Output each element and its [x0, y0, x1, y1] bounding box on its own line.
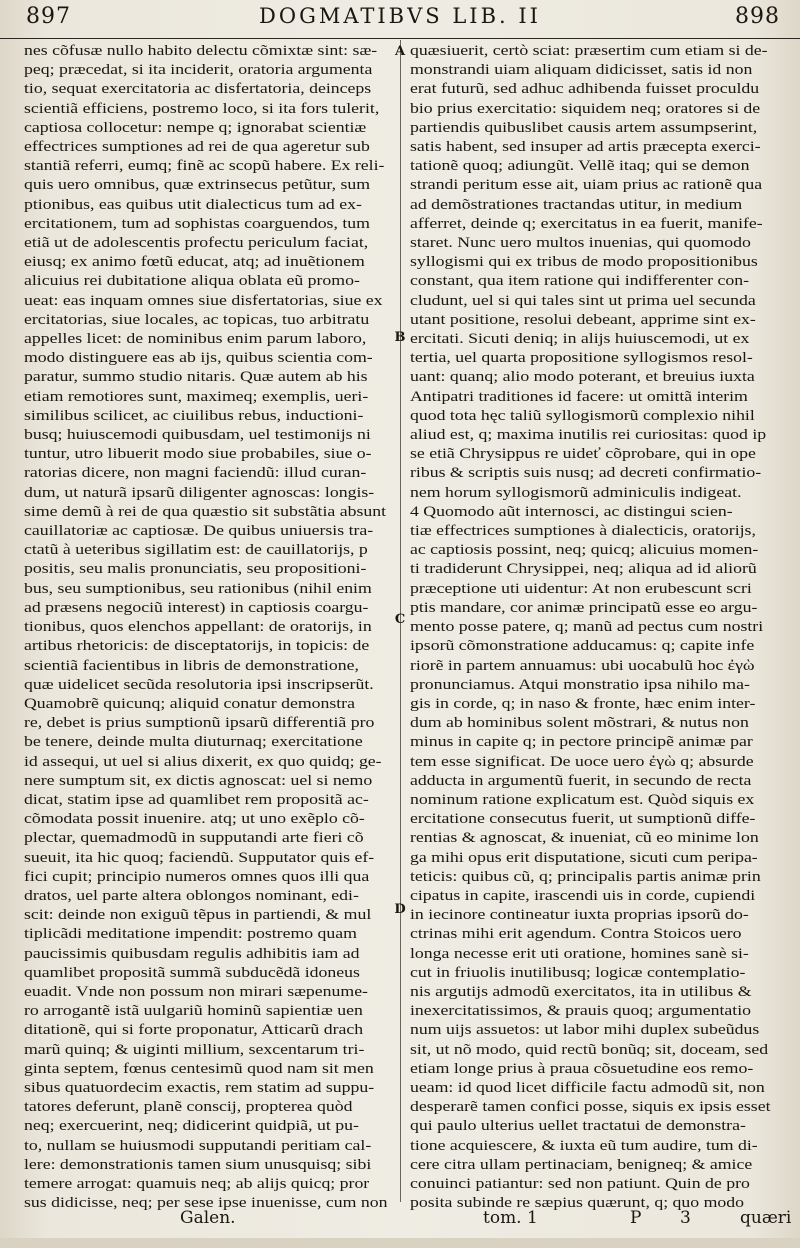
- right-column-line: tationẽ quoq; adiungũt. Vellẽ itaq; qui se demon: [410, 158, 750, 175]
- right-column-line: erat futurũ, sed adhuc adhibenda fuisset proculdu: [410, 81, 760, 98]
- left-column-line: dum, ut naturã ipsarũ diligenter agnoscas: longis-: [24, 484, 375, 501]
- right-column-line: ercitati. Sicuti deniq; in alijs huiuscemodi, ut ex: [410, 331, 750, 348]
- left-column-line: nes cõfusæ nullo habito delectu cõmixtæ sint: sæ-: [24, 43, 378, 59]
- right-column-line: etiam longe prius à praua cõsuetudine eos remo-: [410, 1060, 754, 1077]
- right-column-line: mento posse patere, q; manũ ad pectus cum nostri: [410, 619, 764, 636]
- right-column-line: ti tradiderunt Chrysippei, neq; aliqua ad id aliorũ: [410, 561, 757, 578]
- left-column-line: dicat, statim ipse ad quamlibet rem propositã ac-: [24, 791, 369, 808]
- left-column-line: artibus rhetoricis: de disceptatorijs, in topicis: de: [24, 638, 370, 655]
- right-column-line: ueam: id quod licet difficile factu admodũ sit, non: [410, 1079, 765, 1096]
- right-column-line: tem esse significat. De uoce uero ἐγὼ q; absurde: [410, 753, 754, 770]
- right-column-line: ac captiosis possint, neq; quicq; alicuius momen-: [410, 542, 759, 559]
- right-column-line: tertia, uel quarta propositione syllogismos resol-: [410, 350, 753, 367]
- right-column-line: ptis mandare, cor animæ principatũ esse eo argu-: [410, 599, 758, 616]
- left-column-line: similibus scilicet, ac ciuilibus rebus, inductioni-: [24, 407, 364, 424]
- right-column-line: dum ab hominibus solent mõstrari, & nutus non: [410, 715, 749, 732]
- right-column-line: quod tota hęc taliũ syllogismorũ complexio nihil: [410, 407, 755, 424]
- running-title: DOGMATIBVS LIB. II: [259, 4, 541, 28]
- right-column-line: aliud est, q; maxima inutilis rei curiositas: quod ip: [410, 427, 767, 444]
- right-column-line: præceptione uti uidentur: At non erubescunt scri: [410, 580, 752, 597]
- left-column-line: tionibus, quos elenchos appellant: de oratorijs, in: [24, 619, 372, 636]
- left-column-line: be tenere, deinde multa diuturnaq; exercitatione: [24, 734, 363, 751]
- right-column-line: ctrinas mihi erit agendum. Contra Stoicos uero: [410, 926, 742, 943]
- left-column-line: effectrices sumptiones ad rei de qua ageretur sub: [24, 139, 370, 156]
- left-column-line: nere sumptum sit, ex dictis agnoscat: uel si nemo: [24, 772, 373, 789]
- left-column-line: tio, sequat exercitatoria ac disfertatoria, deinceps: [24, 81, 372, 98]
- left-column-line: ditationẽ, qui si forte proponatur, Atticarũ drach: [24, 1022, 364, 1039]
- left-column-line: scientiã efficiens, postremo loco, si ita fors tulerit,: [24, 100, 380, 117]
- left-column-line: ueat: eas inquam omnes siue disfertatorias, siue ex: [24, 292, 383, 309]
- left-column-line: ctatũ à ueteribus sigillatim est: de cauillatorijs, p: [24, 542, 368, 559]
- left-column-line: cõmodata possit inuenire. atq; ut uno exẽplo cõ-: [24, 811, 365, 828]
- left-column-line: etiam remotiores sunt, maximeq; exemplis, ueri-: [24, 388, 369, 405]
- left-column-line: stantiã referri, eumq; finẽ ac scopũ habere. Ex reli-: [24, 158, 385, 175]
- left-column-line: quæ uidelicet secũda resolutoria ipsi inscripserũt.: [24, 676, 374, 693]
- right-column-line: ipsorũ cõmonstratione adducamus: q; capite infe: [410, 638, 755, 655]
- right-column-line: quæsiuerit, certò sciat: præsertim cum etiam si de-: [410, 43, 768, 59]
- left-column-line: euadit. Vnde non possum non mirari sæpenume-: [24, 983, 368, 1000]
- right-column-line: cludunt, uel si qui tales sint ut prima uel secunda: [410, 292, 756, 309]
- right-column-line: cut in friuolis inutilibusq; logicæ contemplatio-: [410, 964, 746, 981]
- right-column-line: adducta in argumentũ fuerit, in secundo de recta: [410, 772, 752, 789]
- left-column-line: sime demũ à rei de qua quæstio sit substãtia absunt: [24, 503, 387, 520]
- left-column-line: paratur, summo studio nitaris. Quæ autem ab his: [24, 369, 368, 386]
- left-column-line: etiã ut de adolescentis profectu periculum faciat,: [24, 235, 369, 252]
- signature-number: 3: [680, 1208, 691, 1228]
- right-column-line: sit, ut nõ modo, quid rectũ bonũq; sit, doceam, sed: [410, 1041, 769, 1058]
- left-column-line: appelles licet: de nominibus enim parum laboro,: [24, 331, 367, 348]
- page-footer: [0, 1208, 800, 1238]
- right-column-line: nem horum syllogismorũ adminiculis indigeat.: [410, 484, 742, 501]
- right-column-line: gis in corde, q; in naso & fronte, hæc enim inter-: [410, 695, 756, 712]
- margin-letter-a: A: [394, 44, 406, 59]
- right-column-line: Antipatri traditiones id facere: ut omittã interim: [410, 388, 748, 405]
- right-column-line: conuinci patiantur: sed non patiunt. Quin de pro: [410, 1175, 750, 1192]
- folio-right: 898: [735, 4, 780, 29]
- right-column-line: syllogismi qui ex tribus de modo propositionibus: [410, 254, 758, 271]
- left-column-line: ro arrogantẽ istã uulgariũ hominũ sapientiæ uen: [24, 1003, 363, 1020]
- right-column-line: strandi peritum esse ait, uiam prius ac rationẽ qua: [410, 177, 763, 194]
- right-column-line: satis habent, sed insuper ad artis præcepta exerci-: [410, 139, 761, 156]
- right-column-line: nis argutijs admodũ exercitatos, ita in utilibus &: [410, 983, 752, 1000]
- volume-mark: tom. 1: [483, 1208, 538, 1228]
- catchword: quæri: [740, 1208, 792, 1228]
- right-column-line: riorẽ in partem annuamus: ubi uocabulũ hoc ἐγὼ: [410, 657, 755, 674]
- margin-letter-c: C: [394, 612, 406, 627]
- right-column-line: constant, qua item ratione qui indifferenter con-: [410, 273, 749, 290]
- left-column-line: id assequi, ut uel si alius dixerit, ex quo quidq; ge-: [24, 753, 382, 770]
- left-column-line: neq; exercuerint, neq; didicerint quidpiã, ut pu-: [24, 1118, 359, 1135]
- left-column-line: dratos, uel parte altera oblongos nominant, edi-: [24, 887, 359, 904]
- left-column-line: plectar, quemadmodũ in supputandi arte fieri cõ: [24, 830, 364, 847]
- left-column-line: paucissimis quibusdam regulis adhibitis iam ad: [24, 945, 360, 962]
- left-column-line: cauillatoriæ ac captiosæ. De quibus uniuersis tra-: [24, 523, 374, 540]
- right-column-line: rentias & agnoscat, & inueniat, cũ eo minime lon: [410, 830, 759, 847]
- left-column-line: busq; huiuscemodi quibusdam, uel testimonijs ni: [24, 427, 371, 444]
- right-column-line: ad demõstrationes tractandas utitur, in medium: [410, 196, 743, 213]
- left-column-line: re, debet is prius sumptionũ ipsarũ differentiã pro: [24, 715, 375, 732]
- left-column-line: ptionibus, eas quibus utit dialecticus tum ad ex-: [24, 196, 362, 213]
- right-column-line: pronunciamus. Atqui monstratio ipsa nihilo ma-: [410, 676, 750, 693]
- left-column-line: ercitatorias, siue locales, ac topicas, tuo arbitratu: [24, 311, 370, 328]
- running-head: [0, 0, 800, 39]
- right-column-line: teticis: quibus cũ, q; principalis partis animæ prin: [410, 868, 761, 885]
- page-edge: [0, 1238, 800, 1248]
- right-column-line: in iecinore contineatur iuxta proprias ipsorũ do-: [410, 907, 749, 924]
- right-column-line: ercitatione consecutus fuerit, ut sumptionũ diffe-: [410, 811, 756, 828]
- right-column-line: 4 Quomodo aũt internosci, ac distingui scien-: [410, 503, 733, 520]
- right-column-line: cipatus in capite, irascendi uis in corde, cupiendi: [410, 887, 756, 904]
- right-column-line: num uijs assuetos: ut labor mihi duplex subeũdus: [410, 1022, 760, 1039]
- right-column-line: longa necesse erit uti oratione, homines sanè si-: [410, 945, 749, 962]
- right-column-line: tione acquiescere, & iuxta eũ tum audire, tum di-: [410, 1137, 758, 1154]
- left-column-line: Quamobrẽ quicunq; aliquid conatur demonstra: [24, 695, 355, 712]
- left-column-line: tiplicãdi meditatione impendit: postremo quam: [24, 926, 357, 943]
- right-column-line: staret. Nunc uero multos inuenias, qui quomodo: [410, 235, 751, 252]
- left-column-line: modo distinguere eas ab ijs, quibus scientia com-: [24, 350, 373, 367]
- right-column-line: qui paulo ulterius uellet tractatui de demonstra-: [410, 1118, 746, 1135]
- right-column-line: tiæ effectrices sumptiones à dialecticis, oratorijs,: [410, 523, 756, 540]
- right-column-line: cere citra ullam pertinaciam, benigneq; & amice: [410, 1156, 753, 1173]
- left-column-line: scientiã facientibus in libris de demonstratione,: [24, 657, 359, 674]
- left-column-line: tuntur, utro libuerit modo siue probabiles, siue o-: [24, 446, 372, 463]
- margin-letter-b: B: [394, 330, 406, 345]
- right-column-line: afferret, deinde q; exercitatus in ea fuerit, manife-: [410, 215, 763, 232]
- right-column-line: utant positione, resolui debeant, apprime sint ex-: [410, 311, 756, 328]
- right-column-line: minus in capite q; in pectore principẽ animæ par: [410, 734, 753, 751]
- left-column-line: ratorias dicere, non magni faciendũ: illud curan-: [24, 465, 367, 482]
- left-column-line: ginta septem, fœnus centesimũ quod nam sit men: [24, 1060, 374, 1077]
- left-column-line: positis, seu malis pronunciatis, seu propositioni-: [24, 561, 367, 578]
- right-column-line: posita subinde re sæpius quærunt, q; quo modo: [410, 1195, 745, 1212]
- left-column-line: ercitationem, tum ad sophistas coarguendos, tum: [24, 215, 370, 232]
- left-column-line: fici cupit; principio numeros omnes quos illi qua: [24, 868, 370, 885]
- left-column-line: quamlibet propositã summã subducẽdã idoneus: [24, 964, 360, 981]
- left-column-line: temere arrogat: quamuis neq; ab alijs quicq; pror: [24, 1175, 370, 1192]
- left-column-line: to, nullam se huiusmodi supputandi peritiam cal-: [24, 1137, 372, 1154]
- left-column-line: bus, seu sumptionibus, seu rationibus (nihil enim: [24, 580, 372, 597]
- left-column-line: marũ quinq; & uiginti millium, sexcentarum tri-: [24, 1041, 365, 1058]
- right-column-line: inexercitatissimos, & prauis quoq; argumentatio: [410, 1003, 752, 1020]
- right-text-column: [410, 42, 774, 1213]
- signature-name: Galen.: [180, 1208, 236, 1228]
- left-column-line: sibus quatuordecim exactis, rem statim ad suppu-: [24, 1079, 375, 1096]
- left-column-line: tatores deferunt, planẽ conscij, propterea quòd: [24, 1099, 353, 1116]
- left-column-line: quis uero omnibus, quæ extrinsecus petũtur, sum: [24, 177, 371, 194]
- right-column-line: ga mihi opus erit disputatione, sicuti cum peripa-: [410, 849, 758, 866]
- left-column-line: sus didicisse, neq; per sese ipse inuenisse, cum non: [24, 1195, 388, 1212]
- left-text-column: [24, 42, 392, 1213]
- right-column-line: nominum ratione explicatum est. Quòd siquis ex: [410, 791, 755, 808]
- right-column-line: desperarẽ tamen confici posse, siquis ex ipsis esset: [410, 1099, 771, 1116]
- left-column-line: lere: demonstrationis tamen sium unusquisq; sibi: [24, 1156, 372, 1173]
- right-column-line: bio prius exercitatio: siquidem neq; oratores si de: [410, 100, 761, 117]
- right-column-line: uant: quanq; alio modo poterant, et breuius iuxta: [410, 369, 755, 386]
- left-column-line: captiosa collocetur: nempe q; ignorabat scientiæ: [24, 119, 367, 136]
- left-column-line: scit: deinde non exiguũ tẽpus in partiendi, & mul: [24, 907, 372, 924]
- signature-letter: P: [630, 1208, 642, 1228]
- left-column-line: sueuit, ita hic quoq; faciendũ. Supputator quis ef-: [24, 849, 375, 866]
- right-column-line: monstrandi uiam aliquam didicisset, satis id non: [410, 62, 753, 79]
- left-column-line: alicuius rei dubitatione aliqua oblata eũ promo-: [24, 273, 360, 290]
- right-column-line: ribus & scriptis suis nusq; ad decreti confirmatio-: [410, 465, 762, 482]
- margin-letter-d: D: [394, 902, 406, 917]
- folio-left: 897: [26, 4, 71, 29]
- left-column-line: peq; præcedat, si ita inciderit, oratoria argumenta: [24, 62, 373, 79]
- right-column-line: partiendis quibuslibet causis artem assumpserint,: [410, 119, 758, 136]
- right-column-line: se etiã Chrysippus re uideť cõprobare, qui in ope: [410, 446, 756, 463]
- left-column-line: eiusq; ex animo fœtũ educat, atq; ad inuẽtionem: [24, 254, 365, 271]
- left-column-line: ad præsens negociũ interest) in captiosis coargu-: [24, 599, 369, 616]
